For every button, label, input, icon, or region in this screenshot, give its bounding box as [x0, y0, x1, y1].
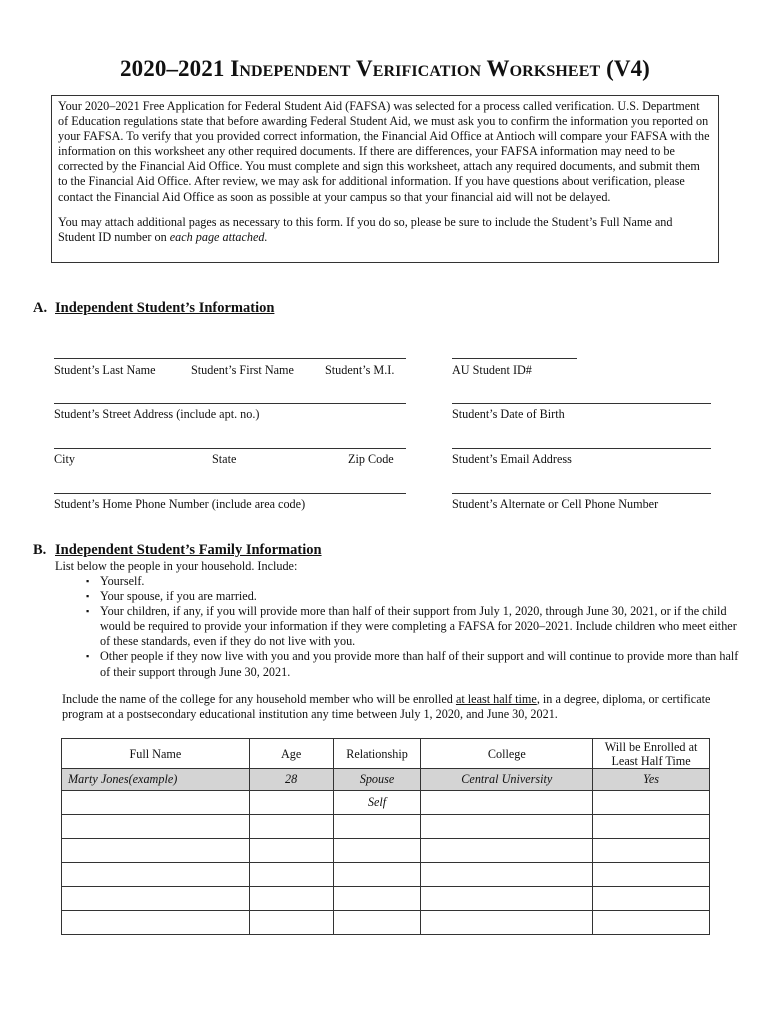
table-row [62, 863, 710, 887]
last-name-label: Student’s Last Name [54, 363, 156, 377]
home-phone-line[interactable] [54, 493, 406, 494]
bullet-square-icon: ▪ [86, 591, 90, 602]
table-header-row [62, 739, 710, 769]
cell-college[interactable] [421, 863, 593, 887]
au-id-label: AU Student ID# [452, 363, 532, 377]
intro-paragraph-1: Your 2020–2021 Free Application for Federal Student Aid (FAFSA) was selected for a process called verification. U.S. Department of Education regulations state that before awarding Federal Student Aid, we must ask you to confirm the information you reported on your FAFSA. To verify that you provided correct information, the Financial Aid Office at Antioch will compare your FAFSA with the information on this worksheet any other required documents. If there are differences, your FAFSA information may need to be corrected by the Financial Aid Office. You must complete and sign this worksheet, attach any required documents, and submit them to the Financial Aid Office. After review, we may ask for additional information. If you have questions about verification, please contact the Financial Aid Office as soon as possible at your campus so that your financial aid will not be delayed. [58, 99, 710, 204]
table-row [62, 815, 710, 839]
intro-paragraph-2 [58, 215, 712, 245]
bullet-text: Yourself. [100, 574, 145, 588]
intro-box [51, 95, 719, 263]
home-phone-label: Student’s Home Phone Number (include area code) [54, 497, 306, 511]
dob-line[interactable] [452, 403, 711, 404]
alt-phone-line[interactable] [452, 493, 711, 494]
cell-enrolled[interactable] [593, 911, 710, 935]
cell-relationship[interactable] [333, 911, 421, 935]
cell-relationship[interactable] [333, 815, 421, 839]
bullet-square-icon: ▪ [86, 651, 90, 662]
title-name: Independent Verification Worksheet [230, 56, 601, 81]
state-label: State [212, 452, 237, 466]
street-line[interactable] [54, 403, 406, 404]
section-b-letter: B. [33, 542, 47, 558]
header-enrolled: Will be Enrolled at Least Half Time [593, 739, 710, 769]
zip-label: Zip Code [348, 452, 394, 466]
cell-age[interactable] [249, 791, 333, 815]
street-label: Student’s Street Address (include apt. no.) [54, 407, 260, 421]
bullet-text: Your spouse, if you are married. [100, 589, 257, 604]
example-full-name: Marty Jones(example) [62, 769, 250, 791]
page-title [0, 56, 770, 82]
bullet-text: Other people if they now live with you and you provide more than half of their support and will continue to provide more than half of their support through June 30, 2021. [100, 649, 739, 679]
cell-enrolled[interactable] [593, 791, 710, 815]
cell-full-name[interactable] [62, 839, 250, 863]
bullet-square-icon: ▪ [86, 606, 90, 617]
cell-age[interactable] [249, 863, 333, 887]
cell-college[interactable] [421, 791, 593, 815]
example-row [62, 769, 710, 791]
college-note-end: , in a degree, diploma, or certificate program at a postsecondary educational institution any time between July 1, 2020, and June 30, 2021. [62, 692, 711, 722]
intro-paragraph-2-emphasis: each page attached. [169, 229, 268, 244]
household-table [61, 738, 710, 935]
cell-college[interactable] [421, 815, 593, 839]
header-age: Age [249, 739, 333, 769]
cell-enrolled[interactable] [593, 887, 710, 911]
example-enrolled: Yes [593, 769, 710, 791]
table-row [62, 791, 710, 815]
example-age: 28 [249, 769, 333, 791]
name-line[interactable] [54, 358, 406, 359]
table-row [62, 887, 710, 911]
cell-full-name[interactable] [62, 815, 250, 839]
bullet-square-icon: ▪ [86, 576, 90, 586]
section-a-heading [33, 300, 274, 317]
intro-paragraph-2-text: You may attach additional pages as necessary to this form. If you do so, please be sure to include the Student’s Full Name and Student ID number on [58, 214, 673, 244]
header-relationship: Relationship [333, 739, 421, 769]
cell-college[interactable] [421, 911, 593, 935]
cell-enrolled[interactable] [593, 839, 710, 863]
email-line[interactable] [452, 448, 711, 449]
cell-college[interactable] [421, 839, 593, 863]
alt-phone-label: Student’s Alternate or Cell Phone Number [452, 497, 659, 511]
college-note [62, 692, 752, 722]
bullet-item [86, 604, 746, 649]
mi-label: Student’s M.I. [325, 363, 395, 377]
cell-age[interactable] [249, 839, 333, 863]
title-version: (V4) [600, 56, 650, 81]
cell-full-name[interactable] [62, 887, 250, 911]
cell-relationship[interactable]: Self [333, 791, 421, 815]
section-b-heading [33, 542, 322, 559]
au-id-line[interactable] [452, 358, 577, 359]
college-note-start: Include the name of the college for any household member who will be enrolled [62, 692, 456, 706]
bullet-item [86, 589, 746, 604]
email-label: Student’s Email Address [452, 452, 572, 466]
header-full-name: Full Name [62, 739, 250, 769]
dob-label: Student’s Date of Birth [452, 407, 565, 421]
cell-full-name[interactable] [62, 791, 250, 815]
household-instruction: List below the people in your household. Include: [55, 559, 298, 573]
cell-full-name[interactable] [62, 863, 250, 887]
section-b-title: Independent Student’s Family Information [55, 542, 322, 558]
college-note-underline: at least half time [455, 692, 537, 706]
section-a-letter: A. [33, 300, 48, 316]
cell-age[interactable] [249, 911, 333, 935]
first-name-label: Student’s First Name [191, 363, 294, 377]
table-row [62, 839, 710, 863]
bullet-item [86, 649, 746, 679]
cell-full-name[interactable] [62, 911, 250, 935]
cell-relationship[interactable] [333, 863, 421, 887]
cell-college[interactable] [421, 887, 593, 911]
cell-enrolled[interactable] [593, 863, 710, 887]
bullet-text: Your children, if any, if you will provide more than half of their support from July 1, 2020, through June 30, 2021, or if the child would be required to provide your information if they were completing a FAFSA for 2020–2021. Include children who meet either of these standards, even if they do not live with you. [100, 604, 737, 649]
cell-age[interactable] [249, 815, 333, 839]
table-row [62, 911, 710, 935]
cell-relationship[interactable] [333, 887, 421, 911]
household-bullet-list [86, 574, 746, 680]
example-relationship: Spouse [333, 769, 421, 791]
cell-enrolled[interactable] [593, 815, 710, 839]
section-a-title: Independent Student’s Information [55, 300, 275, 316]
header-college: College [421, 739, 593, 769]
cell-age[interactable] [249, 887, 333, 911]
title-year: 2020–2021 [120, 56, 231, 81]
bullet-item [86, 574, 746, 589]
city-label: City [54, 452, 75, 466]
example-college: Central University [421, 769, 593, 791]
city-state-zip-line[interactable] [54, 448, 406, 449]
cell-relationship[interactable] [333, 839, 421, 863]
